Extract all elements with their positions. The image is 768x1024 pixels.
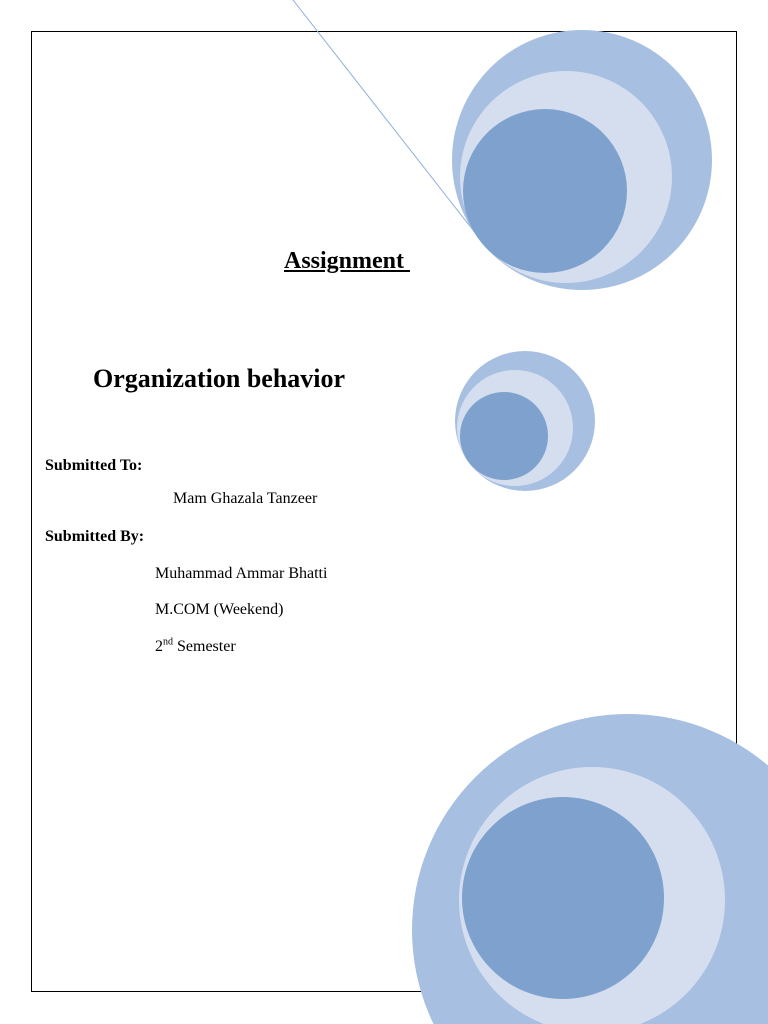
semester-word: Semester — [173, 638, 236, 655]
middle-circle-group — [455, 351, 595, 491]
author-name: Muhammad Ammar Bhatti — [155, 565, 328, 582]
submitted-to-label: Submitted To: — [45, 457, 143, 474]
semester-ordinal-suffix: nd — [163, 636, 173, 648]
semester-line — [155, 638, 236, 656]
top-circle-group — [452, 30, 712, 290]
program-name: M.COM (Weekend) — [155, 601, 284, 618]
middle-inner-circle — [460, 392, 548, 480]
submitted-to-name: Mam Ghazala Tanzeer — [173, 490, 318, 507]
bottom-inner-circle — [462, 797, 664, 999]
semester-number: 2 — [155, 638, 163, 655]
bottom-circle-group — [412, 714, 768, 1024]
diagonal-line — [293, 0, 476, 234]
subject-heading: Organization behavior — [93, 364, 346, 393]
top-inner-circle — [463, 109, 627, 273]
submitted-by-label: Submitted By: — [45, 528, 145, 545]
document-title: Assignment — [284, 248, 411, 274]
